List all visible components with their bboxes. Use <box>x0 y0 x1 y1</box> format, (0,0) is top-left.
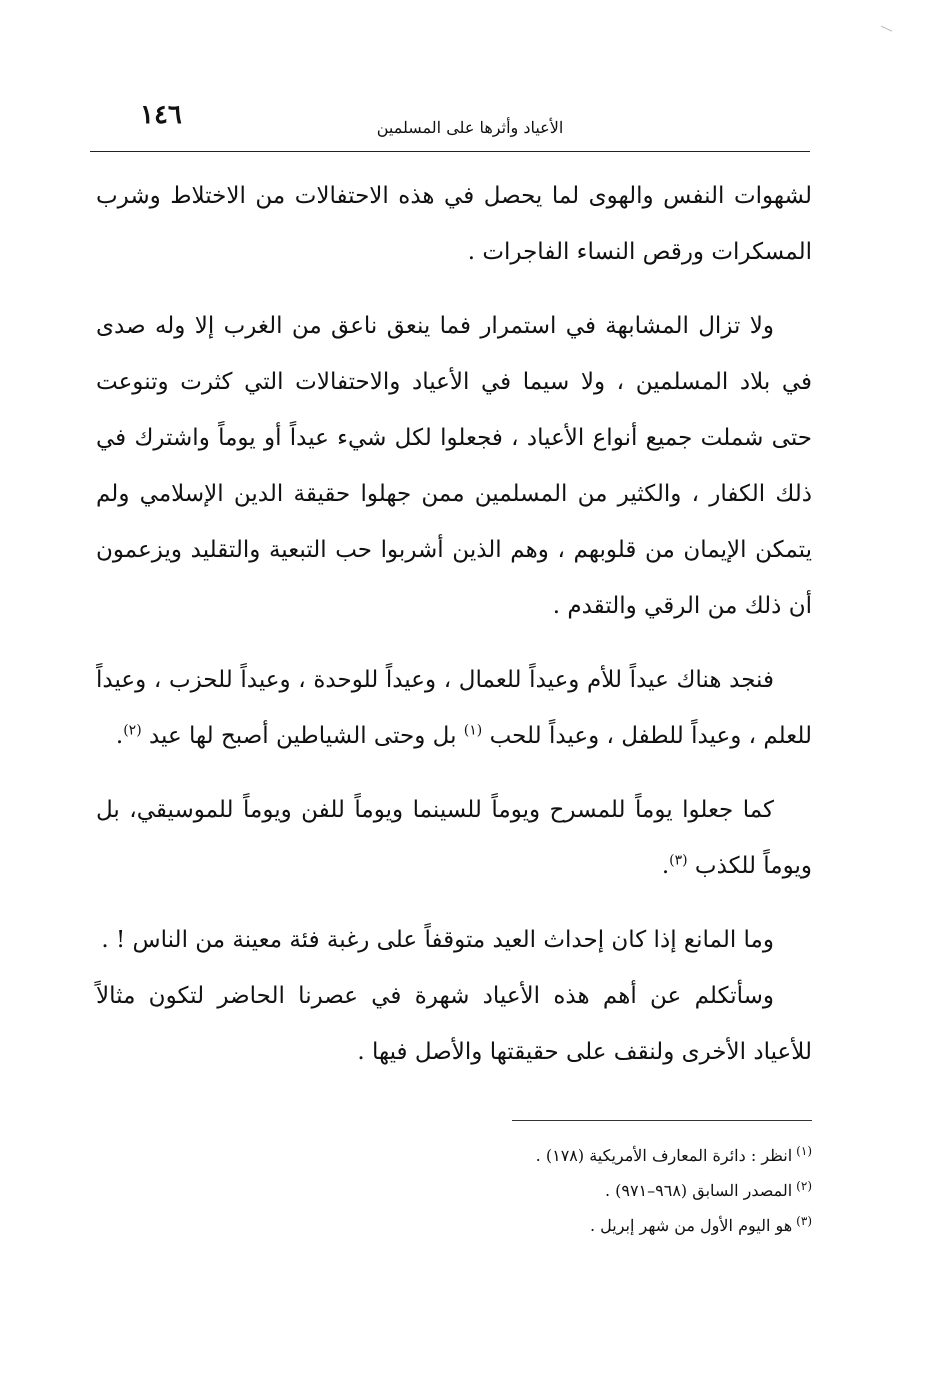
footnotes <box>380 1138 812 1243</box>
paragraph-text: لشهوات النفس والهوى لما يحصل في هذه الاحتفالات من الاختلاط وشرب المسكرات ورقص النساء الفاجرات . <box>96 183 812 265</box>
paragraph-text: ولا تزال المشابهة في استمرار فما ينعق ناعق من الغرب إلا وله صدى في بلاد المسلمين ، ولا سيما في الأعياد والاحتفالات التي كثرت وتنوعت حتى شملت جميع أنواع الأعياد ، فجعلوا لكل شيء عيداً أو يوماً واشترك في ذلك الكفار ، والكثير من المسلمين ممن جهلوا حقيقة الدين الإسلامي ولم يتمكن الإيمان من قلوبهم ، وهم الذين أشربوا حب التبعية والتقليد ويزعمون أن ذلك من الرقي والتقدم . <box>96 313 812 619</box>
page-number: ١٤٦ <box>140 100 182 130</box>
paragraph-text: وسأتكلم عن أهم هذه الأعياد شهرة في عصرنا الحاضر لتكون مثالاً للأعياد الأخرى ولنقف على حقيقتها والأصل فيها . <box>96 983 812 1065</box>
footnote-marker: (٣) <box>796 1213 812 1228</box>
footnote-marker: (١) <box>796 1143 812 1158</box>
paragraph-text: كما جعلوا يوماً للمسرح ويوماً للسينما ويوماً للفن ويوماً للموسيقي، بل ويوماً للكذب <box>96 797 812 879</box>
paragraph-text: بل وحتى الشياطين أصبح لها عيد <box>148 723 457 749</box>
footnote-reference-2[interactable]: (٢) <box>123 722 142 739</box>
paragraph-1 <box>96 168 812 280</box>
paragraph-6 <box>96 968 812 1080</box>
paragraph-text: . <box>115 723 124 749</box>
footnote-divider <box>512 1120 812 1121</box>
footnote-reference-1[interactable]: (١) <box>463 722 483 739</box>
paragraph-text: فنجد هناك عيداً للأم وعيداً للعمال ، وعيداً للوحدة ، وعيداً للحزب ، وعيداً للعلم ، وعيداً للطفل ، وعيداً للحب <box>96 667 812 749</box>
footnote-3 <box>380 1208 812 1243</box>
scan-artifact <box>880 26 892 34</box>
footnote-text: المصدر السابق (٩٦٨–٩٧١) . <box>604 1181 793 1200</box>
footnote-reference-3[interactable]: (٣) <box>669 852 688 869</box>
paragraph-text: وما المانع إذا كان إحداث العيد متوقفاً على رغبة فئة معينة من الناس ! . <box>101 927 774 953</box>
footnote-1 <box>380 1138 812 1173</box>
header-divider <box>90 151 810 152</box>
paragraph-5 <box>96 912 812 968</box>
body-text <box>96 168 812 1080</box>
paragraph-text: . <box>661 853 670 879</box>
footnote-text: هو اليوم الأول من شهر إبريل . <box>589 1216 793 1235</box>
footnote-text: انظر : دائرة المعارف الأمريكية (١٧٨) . <box>535 1146 793 1165</box>
footnote-marker: (٢) <box>796 1178 812 1193</box>
paragraph-4 <box>96 782 812 894</box>
running-title: الأعياد وأثرها على المسلمين <box>376 118 564 137</box>
paragraph-3 <box>96 652 812 764</box>
footnote-2 <box>380 1173 812 1208</box>
paragraph-2 <box>96 298 812 634</box>
